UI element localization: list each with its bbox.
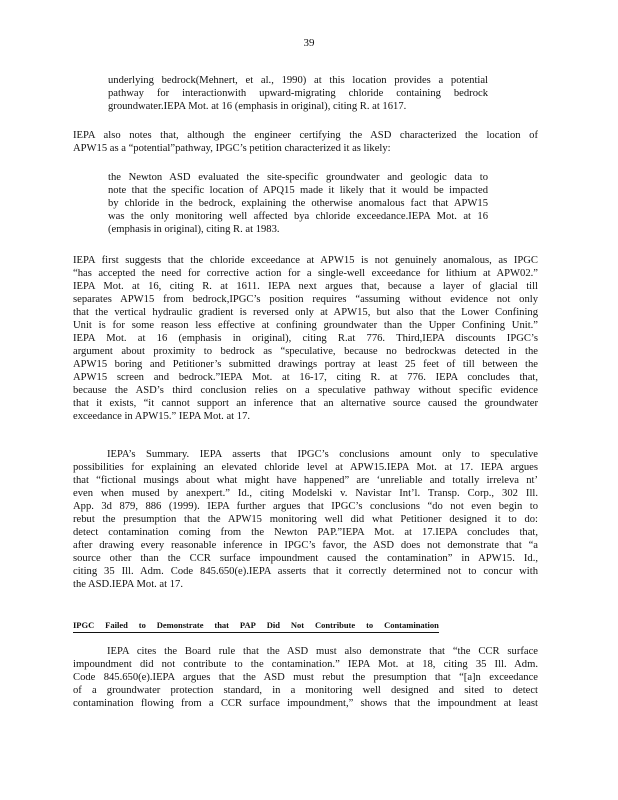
- text-line: impoundment did not contribute to the contamination.” IEPA Mot. at 18, citing 35 Ill. Adm.: [73, 659, 538, 670]
- text-line: rebut the presumption that the APW15 monitoring well did what Petitioner designed it to do:: [73, 514, 538, 525]
- text-line: groundwater.IEPA Mot. at 16 (emphasis in original), citing R. at 1617.: [108, 101, 407, 112]
- text-line: IEPA Mot. at 16, citing R. at 1611. IEPA next argues that, because a layer of glacial till: [73, 281, 538, 292]
- block-quote-1: [108, 74, 488, 113]
- text-line: note that the specific location of APQ15 made it likely that it would be impacted: [108, 185, 488, 196]
- text-line: IEPA Mot. at 16 (emphasis in original), citing R.at 776. Third,IEPA discounts IPGC’s: [73, 333, 538, 344]
- heading-word: Not: [290, 620, 305, 630]
- text-line: the ASD.IEPA Mot. at 17.: [73, 579, 183, 590]
- text-line: detect contamination coming from the Newton PAP.”IEPA Mot. at 17.IEPA concludes that,: [73, 527, 538, 538]
- heading-word: Failed: [105, 620, 128, 630]
- text-line: separates APW15 from bedrock,IPGC’s position requires “assuming without evidence not only: [73, 294, 538, 305]
- text-line: that “fictional musings about what might have happened” are ‘unreliable and totally irreleva nt’: [73, 475, 538, 486]
- text-line: of a groundwater protection standard, in a monitoring well designed and sited to detect: [73, 685, 538, 696]
- text-line: the Newton ASD evaluated the site-specific groundwater and geologic data to: [108, 172, 488, 183]
- text-line: was the only monitoring well affected bya chloride exceedance.IEPA Mot. at 16: [108, 211, 488, 222]
- text-line: because the ASD’s third conclusion relies on a speculative pathway without specific evidence: [73, 385, 538, 396]
- text-line: (emphasis in original), citing R. at 1983.: [108, 224, 280, 235]
- text-line: Unit is for some reason less effective at confining groundwater than the Upper Confining Unit.”: [73, 320, 538, 331]
- text-line: that it exists, “it cannot support an inference that an alternative source caused the groundwater: [73, 398, 538, 409]
- text-line: APW15 as a “potential”pathway, IPGC’s petition characterized it as likely:: [73, 143, 391, 154]
- heading-word: Contamination: [384, 620, 439, 630]
- text-line: exceedance in APW15.” IEPA Mot. at 17.: [73, 411, 251, 422]
- text-line: IEPA cites the Board rule that the ASD must also demonstrate that “the CCR surface: [107, 646, 538, 657]
- text-line: App. 3d 879, 886 (1999). IEPA further argues that IPGC’s conclusions “do not even begin to: [73, 501, 538, 512]
- text-line: possibilities for explaining an elevated chloride level at APW15.IEPA Mot. at 17. IEPA argues: [73, 462, 538, 473]
- heading-word: Did: [266, 620, 280, 630]
- heading-word: Contribute: [315, 620, 356, 630]
- text-line: underlying bedrock(Mehnert, et al., 1990) at this location provides a potential: [108, 75, 488, 86]
- text-line: argument about proximity to bedrock as “speculative, because no bedrockwas detected in the: [73, 346, 538, 357]
- section-heading: [73, 619, 439, 633]
- text-line: IEPA first suggests that the chloride exceedance at APW15 is not genuinely anomalous, as IPGC: [73, 255, 538, 266]
- text-line: contamination flowing from a CCR surface impoundment,” shows that the impoundment at least: [73, 698, 538, 709]
- paragraph-2: [73, 254, 538, 423]
- text-line: “has accepted the need for corrective action for a single-well exceedance for lithium at APW02.”: [73, 268, 538, 279]
- text-line: APW15 screen and bedrock.”IEPA Mot. at 16-17, citing R. at 776. IEPA concludes that,: [73, 372, 538, 383]
- heading-word: to: [138, 620, 146, 630]
- paragraph-3: [73, 448, 538, 591]
- text-line: by chloride in the bedrock, explaining the otherwise anomalous fact that APW15: [108, 198, 488, 209]
- text-line: APW15 boring and Petitioner’s submitted drawings portray at least 25 feet of till between the: [73, 359, 538, 370]
- text-line: citing 35 Ill. Adm. Code 845.650(e).IEPA asserts that it correctly determined not to concur with: [73, 566, 538, 577]
- heading-word: to: [366, 620, 374, 630]
- heading-word: PAP: [239, 620, 256, 630]
- text-line: Code 845.650(e).IEPA argues that the ASD must rebut the presumption that “[a]n exceedance: [73, 672, 538, 683]
- text-line: IEPA also notes that, although the engineer certifying the ASD characterized the location of: [73, 130, 538, 141]
- paragraph-4: [73, 645, 538, 710]
- heading-word: IPGC: [73, 620, 95, 630]
- text-line: that the vertical hydraulic gradient is reversed only at APW15, but also that the Lower Confining: [73, 307, 538, 318]
- text-line: pathway for interactionwith upward-migrating chloride containing bedrock: [108, 88, 488, 99]
- heading-word: that: [214, 620, 230, 630]
- text-line: after drawing every reasonable inference in IPGC’s favor, the ASD does not demonstrate that “a: [73, 540, 538, 551]
- paragraph-1: [73, 129, 538, 155]
- page-number: 39: [303, 37, 315, 49]
- text-line: even when mused by anexpert.” Id., citing Modelski v. Navistar Int’l. Transp. Corp., 302 Ill.: [73, 488, 538, 499]
- block-quote-2: [108, 171, 488, 236]
- heading-word: Demonstrate: [156, 620, 204, 630]
- text-line: IEPA’s Summary. IEPA asserts that IPGC’s conclusions amount only to speculative: [107, 449, 538, 460]
- text-line: source other than the CCR surface impoundment caused the contamination” in APW15. Id.,: [73, 553, 538, 564]
